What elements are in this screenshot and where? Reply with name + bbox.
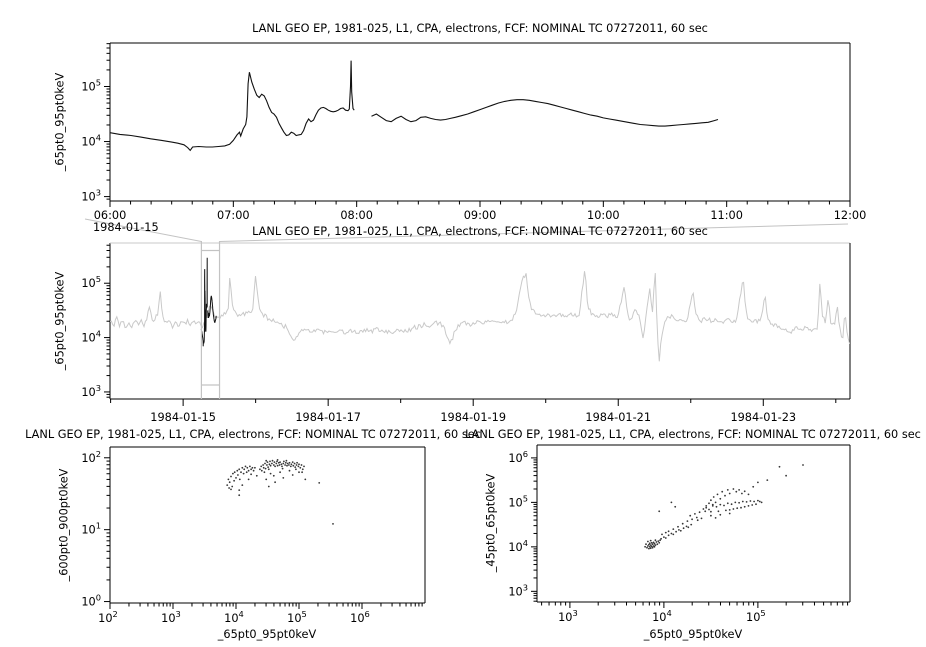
svg-text:10:00: 10:00 <box>587 209 620 222</box>
svg-text:102: $10^2$ <box>81 448 101 465</box>
panel4-frame <box>537 445 850 602</box>
panel2-frame <box>110 243 850 399</box>
svg-text:11:00: 11:00 <box>710 209 743 222</box>
panel4-x-axis <box>542 602 848 624</box>
svg-text:104: $10^4$ <box>81 132 101 149</box>
svg-text:104: $10^4$ <box>81 328 101 345</box>
svg-text:1984-01-17: 1984-01-17 <box>295 411 361 424</box>
svg-text:105: $10^5$ <box>81 77 101 94</box>
panel4-title: LANL GEO EP, 1981-025, L1, CPA, electrons, FCF: NOMINAL TC 07272011, 60 sec <box>465 428 921 441</box>
svg-text:103: $10^3$ <box>81 382 101 399</box>
panel3-frame <box>110 447 425 603</box>
svg-text:09:00: 09:00 <box>463 209 497 222</box>
svg-text:106: $10^6$ <box>508 448 528 465</box>
panel1-title: LANL GEO EP, 1981-025, L1, CPA, electrons, FCF: NOMINAL TC 07272011, 60 sec <box>252 22 708 35</box>
panel2-y-axis <box>81 245 110 399</box>
panel2-plot-region[interactable] <box>110 243 850 399</box>
panel3-y-axis-label: _600pt0_900pt0keV <box>57 468 71 582</box>
panel4-x-axis-label: _65pt0_95pt0keV <box>643 628 743 641</box>
svg-text:103: $10^3$ <box>508 582 528 599</box>
svg-text:06:00: 06:00 <box>93 209 127 222</box>
svg-text:105: $10^5$ <box>508 493 528 510</box>
panel3-title: LANL GEO EP, 1981-025, L1, CPA, electrons, FCF: NOMINAL TC 07272011, 60 sec <box>25 428 481 441</box>
svg-text:104: $10^4$ <box>652 608 672 624</box>
panel2-x-axis <box>111 399 836 424</box>
panel3-x-axis-label: _65pt0_95pt0keV <box>217 628 317 641</box>
svg-text:105: $10^5$ <box>81 274 101 291</box>
svg-text:100: $10^0$ <box>81 592 101 609</box>
svg-text:101: $10^1$ <box>81 520 101 537</box>
panel1-frame <box>110 43 850 201</box>
panel4-y-axis-label: _45pt0_65pt0keV <box>484 473 498 573</box>
panel2-title: LANL GEO EP, 1981-025, L1, CPA, electrons, FCF: NOMINAL TC 07272011, 60 sec <box>252 225 708 238</box>
panel1-context-date-label: 1984-01-15 <box>93 221 159 234</box>
svg-text:1984-01-21: 1984-01-21 <box>585 411 652 424</box>
svg-text:08:00: 08:00 <box>340 209 373 222</box>
svg-text:12:00: 12:00 <box>833 209 867 222</box>
panel3-y-axis <box>81 449 110 609</box>
panel4-y-axis <box>508 449 537 601</box>
svg-text:105: $10^5$ <box>287 609 307 625</box>
svg-text:1984-01-19: 1984-01-19 <box>440 411 507 424</box>
panel1-y-axis <box>81 44 110 204</box>
svg-text:07:00: 07:00 <box>217 209 250 222</box>
panel3-plot-region[interactable] <box>110 447 425 603</box>
panel1-x-axis <box>94 201 867 222</box>
panel2-y-axis-label: _65pt0_95pt0keV <box>53 271 67 371</box>
svg-text:103: $10^3$ <box>161 609 181 625</box>
panel1-plot-region[interactable] <box>110 43 850 201</box>
panel3-x-axis <box>98 603 422 625</box>
svg-text:1984-01-15: 1984-01-15 <box>150 411 216 424</box>
svg-text:1984-01-23: 1984-01-23 <box>730 411 797 424</box>
svg-text:106: $10^6$ <box>350 609 370 625</box>
svg-text:103: $10^3$ <box>81 187 101 204</box>
svg-text:103: $10^3$ <box>558 608 578 624</box>
svg-text:102: $10^2$ <box>98 609 118 625</box>
svg-text:105: $10^5$ <box>746 608 766 624</box>
panel4-plot-region[interactable] <box>537 445 850 602</box>
svg-text:104: $10^4$ <box>508 537 528 554</box>
svg-text:104: $10^4$ <box>224 609 244 625</box>
panel1-y-axis-label: _65pt0_95pt0keV <box>53 72 67 172</box>
